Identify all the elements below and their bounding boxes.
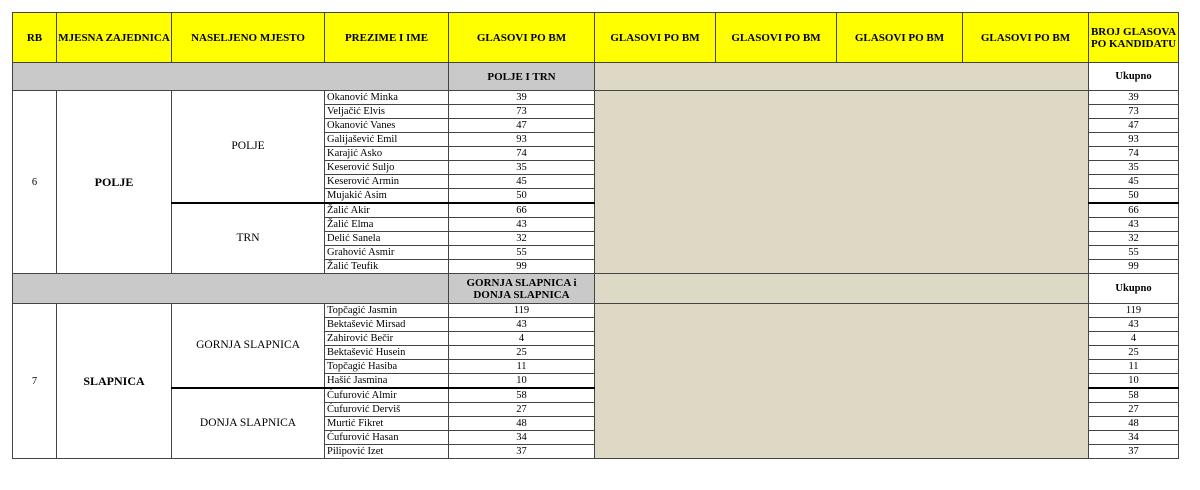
candidate-votes: 47	[449, 119, 595, 133]
candidate-total: 55	[1089, 246, 1179, 260]
candidate-votes: 39	[449, 91, 595, 105]
rb-cell: 6	[13, 91, 57, 274]
naseljeno-mjesto-cell: GORNJA SLAPNICA	[172, 304, 325, 389]
section-total-label: Ukupno	[1089, 274, 1179, 304]
header-glasovi-po-bm-5: GLASOVI PO BM	[963, 13, 1089, 63]
section-header-row	[13, 63, 1179, 91]
table-row	[13, 91, 1179, 105]
candidate-votes: 34	[449, 431, 595, 445]
section-header-blank	[13, 63, 449, 91]
candidate-votes: 55	[449, 246, 595, 260]
candidate-name: Ćufurović Almir	[325, 388, 449, 403]
candidate-votes: 27	[449, 403, 595, 417]
candidate-name: Murtić Fikret	[325, 417, 449, 431]
candidate-name: Pilipović Izet	[325, 445, 449, 459]
section-header-blank	[13, 274, 449, 304]
candidate-name: Keserović Armin	[325, 175, 449, 189]
candidate-votes: 25	[449, 346, 595, 360]
mjesna-zajednica-cell: SLAPNICA	[57, 304, 172, 459]
candidate-total: 37	[1089, 445, 1179, 459]
beige-fill	[595, 304, 1089, 459]
section-header-fill	[595, 274, 1089, 304]
naseljeno-mjesto-cell: TRN	[172, 203, 325, 274]
header-rb: RB	[13, 13, 57, 63]
candidate-total: 93	[1089, 133, 1179, 147]
candidate-votes: 37	[449, 445, 595, 459]
candidate-name: Okanović Vanes	[325, 119, 449, 133]
candidate-name: Mujakić Asim	[325, 189, 449, 204]
header-glasovi-po-bm-4: GLASOVI PO BM	[837, 13, 963, 63]
candidate-votes: 48	[449, 417, 595, 431]
candidate-votes: 32	[449, 232, 595, 246]
candidate-total: 48	[1089, 417, 1179, 431]
candidate-votes: 35	[449, 161, 595, 175]
candidate-name: Zahirović Bečir	[325, 332, 449, 346]
candidate-name: Topčagić Hasiba	[325, 360, 449, 374]
candidate-total: 35	[1089, 161, 1179, 175]
results-table	[12, 12, 1179, 459]
candidate-name: Veljačić Elvis	[325, 105, 449, 119]
candidate-votes: 50	[449, 189, 595, 204]
table-row	[13, 304, 1179, 318]
header-mjesna-zajednica: MJESNA ZAJEDNICA	[57, 13, 172, 63]
candidate-total: 45	[1089, 175, 1179, 189]
candidate-name: Žalić Elma	[325, 218, 449, 232]
candidate-name: Galijašević Emil	[325, 133, 449, 147]
candidate-name: Žalić Teufik	[325, 260, 449, 274]
candidate-votes: 74	[449, 147, 595, 161]
candidate-total: 43	[1089, 218, 1179, 232]
beige-fill	[595, 91, 1089, 274]
candidate-total: 27	[1089, 403, 1179, 417]
candidate-total: 43	[1089, 318, 1179, 332]
candidate-name: Karajić Asko	[325, 147, 449, 161]
candidate-total: 50	[1089, 189, 1179, 204]
candidate-votes: 73	[449, 105, 595, 119]
candidate-votes: 45	[449, 175, 595, 189]
candidate-total: 99	[1089, 260, 1179, 274]
candidate-name: Topčagić Jasmin	[325, 304, 449, 318]
candidate-total: 66	[1089, 203, 1179, 218]
naseljeno-mjesto-cell: POLJE	[172, 91, 325, 204]
candidate-name: Delić Sanela	[325, 232, 449, 246]
candidate-votes: 11	[449, 360, 595, 374]
candidate-name: Grahović Asmir	[325, 246, 449, 260]
section-title: POLJE I TRN	[449, 63, 595, 91]
candidate-total: 34	[1089, 431, 1179, 445]
candidate-name: Bektašević Mirsad	[325, 318, 449, 332]
candidate-total: 10	[1089, 374, 1179, 389]
candidate-total: 25	[1089, 346, 1179, 360]
candidate-votes: 93	[449, 133, 595, 147]
candidate-total: 74	[1089, 147, 1179, 161]
candidate-votes: 10	[449, 374, 595, 389]
header-row	[13, 13, 1179, 63]
candidate-total: 39	[1089, 91, 1179, 105]
header-glasovi-po-bm-2: GLASOVI PO BM	[595, 13, 716, 63]
candidate-votes: 4	[449, 332, 595, 346]
header-glasovi-po-bm-3: GLASOVI PO BM	[716, 13, 837, 63]
candidate-votes: 43	[449, 318, 595, 332]
section-total-label: Ukupno	[1089, 63, 1179, 91]
candidate-name: Hašić Jasmina	[325, 374, 449, 389]
candidate-votes: 66	[449, 203, 595, 218]
candidate-votes: 43	[449, 218, 595, 232]
candidate-votes: 99	[449, 260, 595, 274]
header-prezime-i-ime: PREZIME I IME	[325, 13, 449, 63]
candidate-total: 4	[1089, 332, 1179, 346]
header-broj-glasova: BROJ GLASOVA PO KANDIDATU	[1089, 13, 1179, 63]
candidate-votes: 58	[449, 388, 595, 403]
candidate-name: Bektašević Husein	[325, 346, 449, 360]
candidate-total: 32	[1089, 232, 1179, 246]
candidate-total: 73	[1089, 105, 1179, 119]
candidate-name: Žalić Akir	[325, 203, 449, 218]
section-header-fill	[595, 63, 1089, 91]
candidate-total: 11	[1089, 360, 1179, 374]
candidate-total: 47	[1089, 119, 1179, 133]
candidate-name: Keserović Suljo	[325, 161, 449, 175]
candidate-name: Okanović Minka	[325, 91, 449, 105]
candidate-total: 119	[1089, 304, 1179, 318]
candidate-votes: 119	[449, 304, 595, 318]
naseljeno-mjesto-cell: DONJA SLAPNICA	[172, 388, 325, 459]
candidate-total: 58	[1089, 388, 1179, 403]
header-glasovi-po-bm-1: GLASOVI PO BM	[449, 13, 595, 63]
rb-cell: 7	[13, 304, 57, 459]
section-title: GORNJA SLAPNICA i DONJA SLAPNICA	[449, 274, 595, 304]
candidate-name: Ćufurović Derviš	[325, 403, 449, 417]
section-header-row	[13, 274, 1179, 304]
candidate-name: Ćufurović Hasan	[325, 431, 449, 445]
header-naseljeno-mjesto: NASELJENO MJESTO	[172, 13, 325, 63]
mjesna-zajednica-cell: POLJE	[57, 91, 172, 274]
